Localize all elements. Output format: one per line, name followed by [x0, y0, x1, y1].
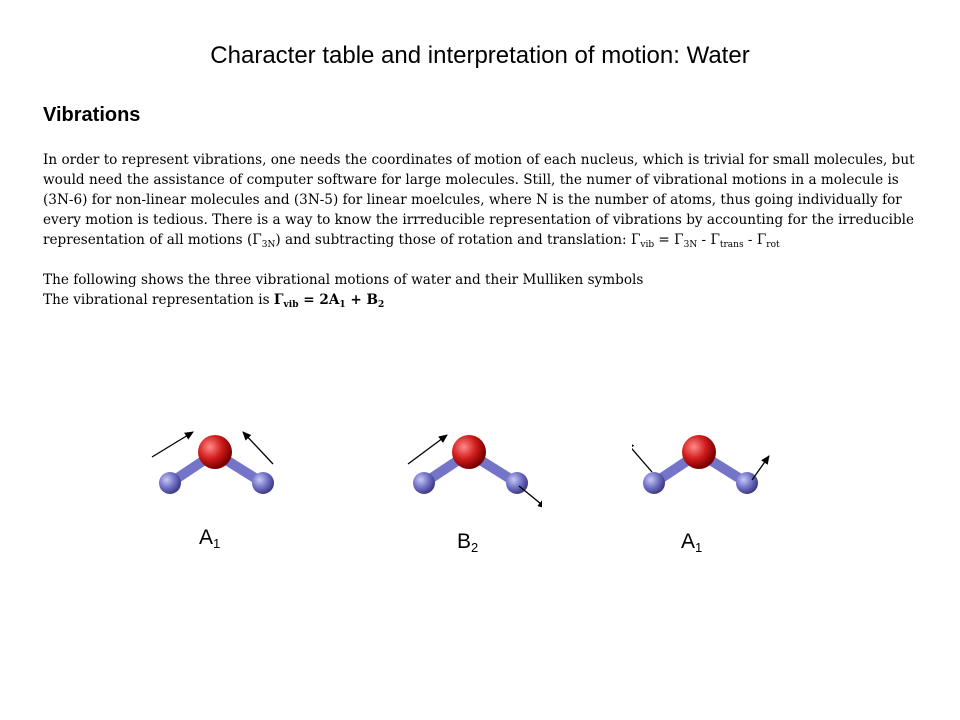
- hydrogen-atom-left: [159, 472, 181, 494]
- motion-arrow-left: [152, 432, 193, 457]
- mulliken-label-mode-1: $A_1$: [199, 526, 221, 551]
- hydrogen-atom-left: [643, 472, 665, 494]
- hydrogen-atom-right: [252, 472, 274, 494]
- motion-arrow-right: [752, 456, 769, 480]
- hydrogen-atom-left: [413, 472, 435, 494]
- motion-arrow-right: [243, 432, 273, 464]
- body-text: [43, 150, 923, 310]
- mulliken-label-mode-3: $A_1$: [681, 530, 703, 555]
- motion-arrow-left: [408, 435, 447, 464]
- mulliken-label-mode-2: $B_2$: [457, 530, 479, 555]
- molecule-mode-1: [148, 420, 288, 520]
- oxygen-atom: [682, 435, 716, 469]
- summary-line-1: The following shows the three vibrational motions of water and their Mulliken symbols: [43, 272, 644, 288]
- motion-arrow-left: [632, 442, 652, 472]
- vib-representation: $\Gamma_{vib} = 2A_1 + B_2$: [273, 292, 385, 310]
- motion-arrow-right: [519, 486, 542, 508]
- section-heading: Vibrations: [43, 104, 141, 126]
- molecule-mode-2: [402, 420, 542, 520]
- oxygen-atom: [452, 435, 486, 469]
- paragraph-intro: In order to represent vibrations, one needs the coordinates of motion of each nucleus, which is trivial for small molecules, but would need the assistance of computer software for large molecules. Still, the numer of vibrational motions in a molecule is (3N-6) for non-linear molecules and (3N-5) for linear moelcules, where N is the number of atoms, thus going individually for every motion is tedious. There is a way to know the irrreducible representation of vibrations by accounting for the irreducible representation of all motions $(\Gamma_{3N})$ and subtracting those of rotation and translation: $\Gamma_{vib} = \Gamma_{3N} - \Gamma_{trans} - \Gamma_{rot}$: [43, 152, 915, 250]
- page-title: Character table and interpretation of motion: Water: [210, 42, 750, 69]
- oxygen-atom: [198, 435, 232, 469]
- paragraph-summary: The following shows the three vibrational motions of water and their Mulliken symbols The vibrational representation is $\Gamma_{vib} = 2A_1 + B_2$: [43, 272, 644, 310]
- molecule-mode-3: [632, 420, 772, 520]
